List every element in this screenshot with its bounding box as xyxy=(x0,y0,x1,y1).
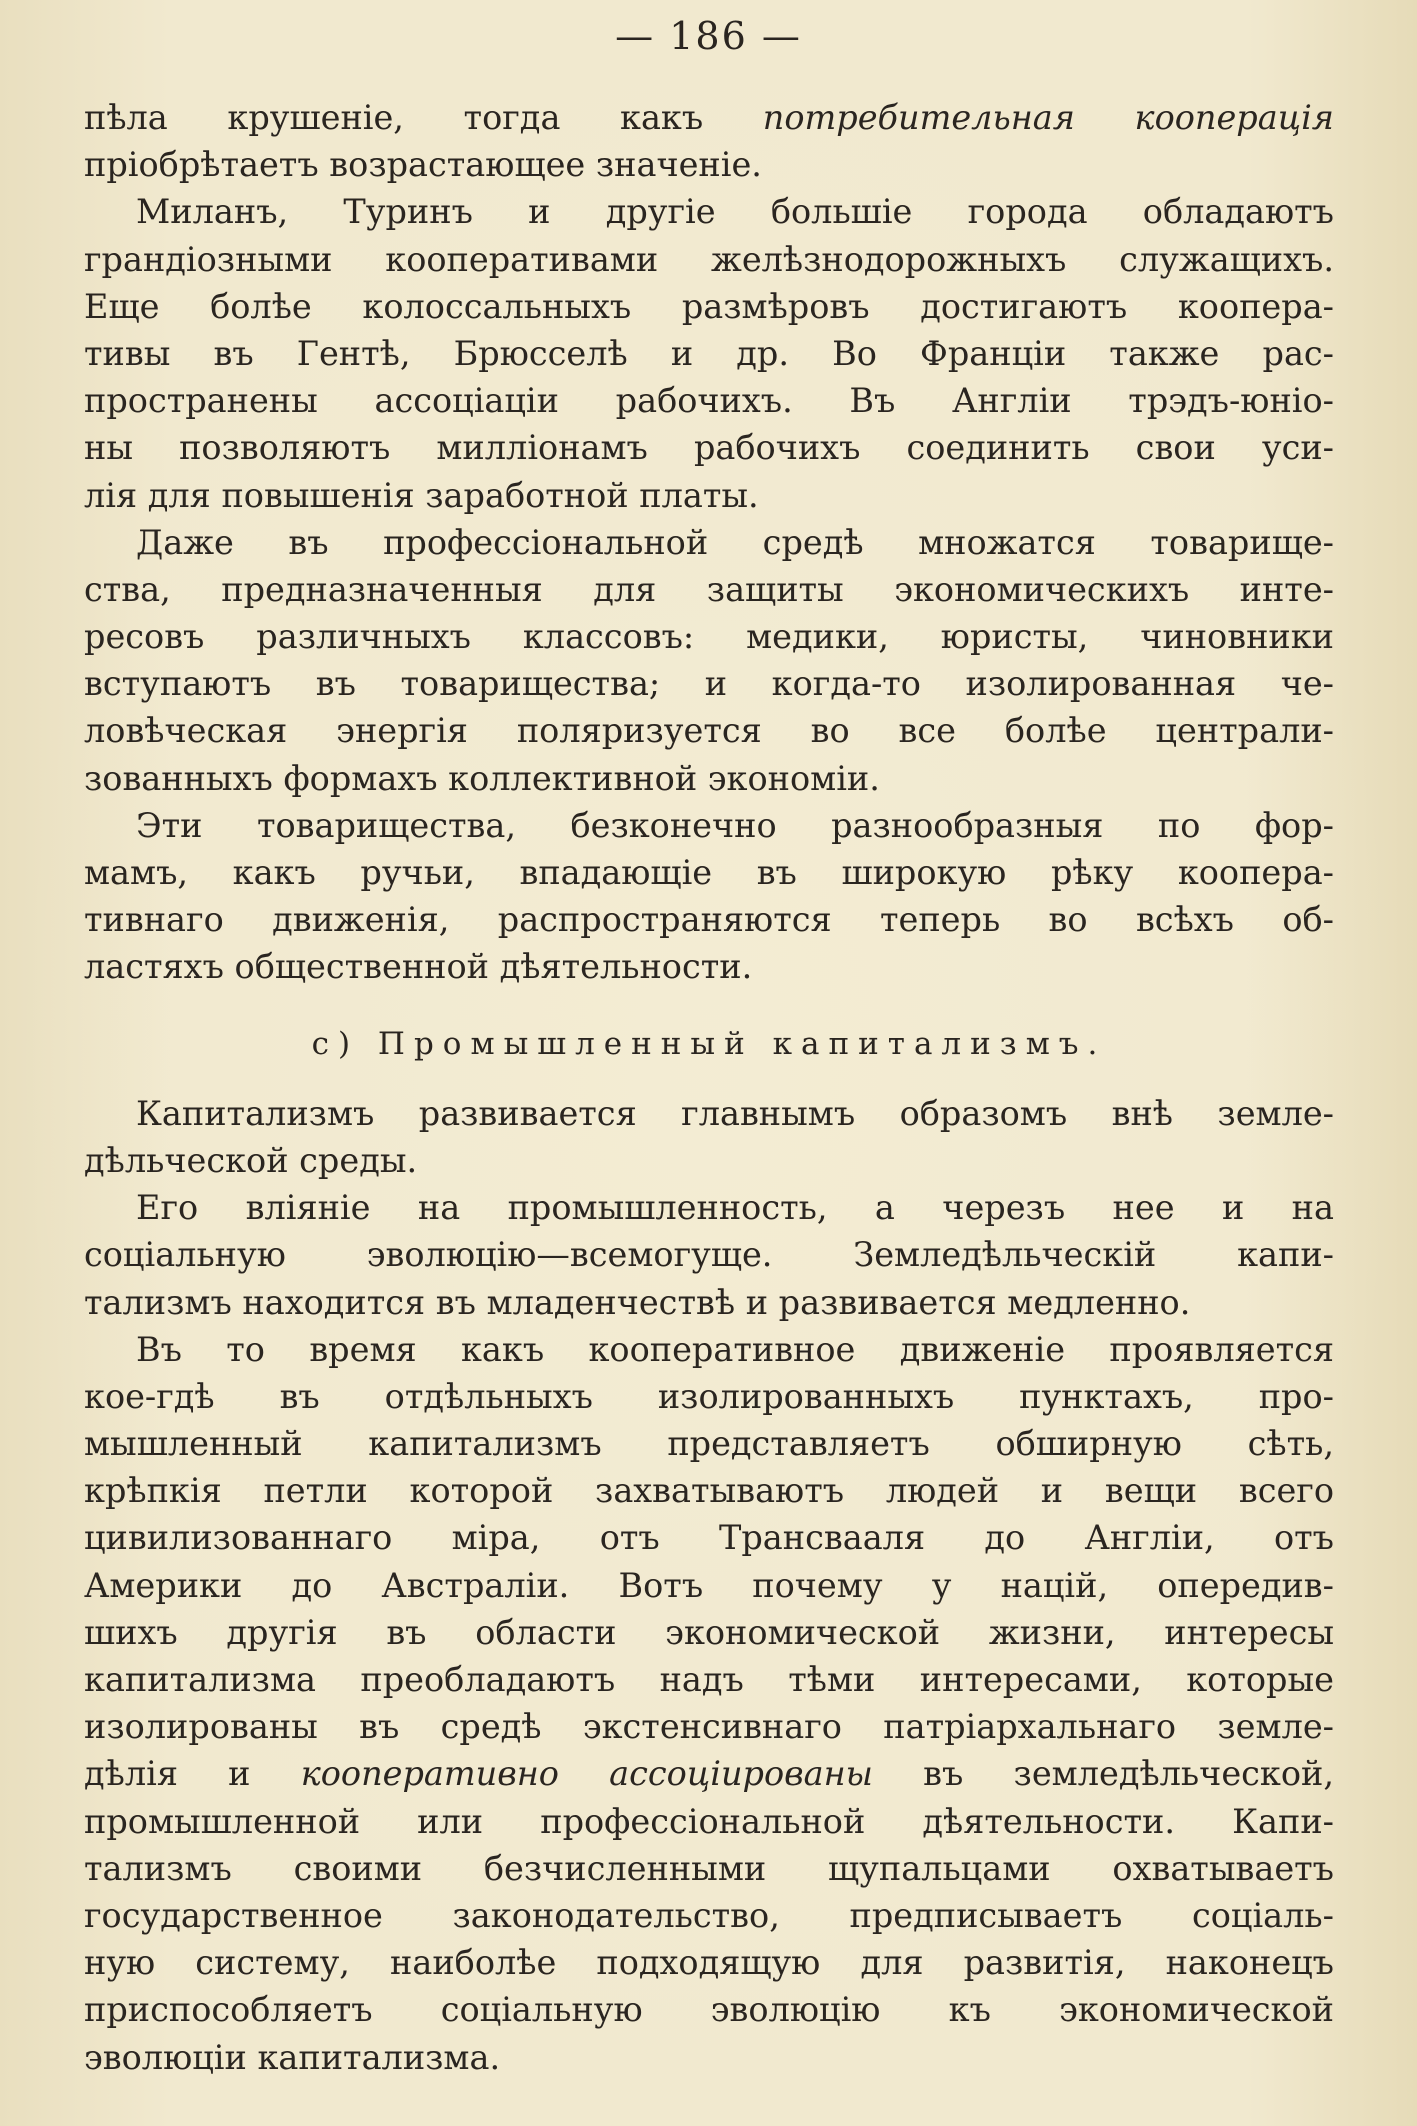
text-run: грандіозными кооперативами желѣзнодорожныхъ служащихъ. xyxy=(84,239,1334,279)
text-run: ства, предназначенныя для защиты экономическихъ инте- xyxy=(84,569,1334,609)
text-run: государственное законодательство, предписываетъ соціаль- xyxy=(84,1895,1334,1935)
text-line xyxy=(84,1798,1334,1845)
text-line xyxy=(84,330,1334,377)
text-run: капитализма преобладаютъ надъ тѣми интересами, которые xyxy=(84,1660,1334,1699)
italic-phrase: кооперативно ассоціированы xyxy=(300,1754,873,1794)
text-line xyxy=(84,1279,1334,1326)
text-line xyxy=(84,613,1334,660)
text-line xyxy=(84,283,1334,330)
text-line xyxy=(84,1514,1334,1561)
text-line xyxy=(84,1892,1334,1939)
text-run: ресовъ различныхъ классовъ: медики, юристы, чиновники xyxy=(84,617,1334,657)
paragraph xyxy=(84,1326,1334,2081)
text-run: дѣлія и xyxy=(84,1754,301,1794)
text-run: ловѣческая энергія поляризуется во все болѣе централи- xyxy=(84,711,1334,751)
text-line xyxy=(84,236,1334,283)
text-run: Америки до Австраліи. Вотъ почему у націй, опередив- xyxy=(84,1565,1334,1605)
text-run: тивнаго движенія, распространяются теперь во всѣхъ об- xyxy=(84,900,1334,940)
text-line xyxy=(84,1420,1334,1467)
text-line xyxy=(84,1656,1334,1703)
text-run: Въ то время какъ кооперативное движеніе проявляется xyxy=(136,1329,1334,1369)
text-line xyxy=(84,1986,1334,2033)
text-run: крѣпкія петли которой захватываютъ людей и вещи всего xyxy=(84,1471,1334,1511)
text-run: изолированы въ средѣ экстенсивнаго патріархальнаго земле- xyxy=(84,1707,1334,1747)
text-line xyxy=(84,1184,1334,1231)
text-line xyxy=(84,896,1334,943)
text-run: пространены ассоціаціи рабочихъ. Въ Англіи трэдъ-юніо- xyxy=(84,381,1334,421)
text-line xyxy=(84,802,1334,849)
text-run: дѣльческой среды. xyxy=(84,1140,418,1180)
text-run: Капитализмъ развивается главнымъ образомъ внѣ земле- xyxy=(136,1093,1334,1133)
text-run: Еще болѣе колоссальныхъ размѣровъ достигаютъ коопера- xyxy=(84,286,1334,326)
text-run: приспособляетъ соціальную эволюцію къ экономической xyxy=(84,1990,1334,2030)
paragraph xyxy=(84,1090,1334,1184)
text-run: пріобрѣтаетъ возрастающее значеніе. xyxy=(84,145,762,185)
text-run: тализмъ своими безчисленными щупальцами охватываетъ xyxy=(84,1848,1334,1888)
text-line xyxy=(84,1467,1334,1514)
text-body xyxy=(84,94,1334,2081)
text-run: эволюціи капитализма. xyxy=(84,2037,501,2077)
text-line xyxy=(84,1703,1334,1750)
italic-phrase: потребительная кооперація xyxy=(762,98,1334,137)
text-run: шихъ другія въ области экономической жизни, интересы xyxy=(84,1612,1334,1652)
text-line xyxy=(84,1609,1334,1656)
text-run: Даже въ профессіональной средѣ множатся товарище- xyxy=(136,522,1334,562)
text-run: промышленной или профессіональной дѣятельности. Капи- xyxy=(84,1801,1334,1841)
text-line xyxy=(84,707,1334,754)
text-run: ластяхъ общественной дѣятельности. xyxy=(84,947,753,987)
text-line xyxy=(84,472,1334,519)
text-run: пѣла крушеніе, тогда какъ xyxy=(84,98,763,137)
paragraph xyxy=(84,1184,1334,1326)
text-line xyxy=(84,566,1334,613)
text-run: цивилизованнаго міра, отъ Трансвааля до Англіи, отъ xyxy=(84,1518,1334,1558)
paragraph xyxy=(84,519,1334,802)
page-number: — 186 — xyxy=(615,14,802,58)
text-line xyxy=(84,141,1334,188)
text-line xyxy=(84,2034,1334,2081)
text-line xyxy=(84,1845,1334,1892)
text-run: зованныхъ формахъ коллективной экономіи. xyxy=(84,758,880,798)
text-line xyxy=(84,1939,1334,1986)
paragraph xyxy=(84,94,1334,188)
text-line xyxy=(84,1231,1334,1278)
text-run: Эти товарищества, безконечно разнообразныя по фор- xyxy=(136,805,1334,845)
paragraph xyxy=(84,802,1334,991)
text-line xyxy=(84,755,1334,802)
text-line xyxy=(84,1750,1334,1797)
text-run: ны позволяютъ милліонамъ рабочихъ соединить свои уси- xyxy=(84,428,1334,468)
text-run: ную систему, наиболѣе подходящую для развитія, наконецъ xyxy=(84,1943,1334,1983)
paragraph xyxy=(84,188,1334,518)
text-line xyxy=(84,943,1334,990)
text-line xyxy=(84,1326,1334,1373)
text-line xyxy=(84,660,1334,707)
text-run: Миланъ, Туринъ и другіе большіе города обладаютъ xyxy=(136,192,1334,232)
text-line xyxy=(84,424,1334,471)
text-run: кое-гдѣ въ отдѣльныхъ изолированныхъ пунктахъ, про- xyxy=(84,1376,1334,1416)
text-run: тивы въ Гентѣ, Брюсселѣ и др. Во Франціи также рас- xyxy=(84,333,1334,373)
text-line xyxy=(84,377,1334,424)
text-run: мамъ, какъ ручьи, впадающіе въ широкую рѣку коопера- xyxy=(84,853,1334,892)
text-line xyxy=(84,519,1334,566)
text-line xyxy=(84,1090,1334,1137)
text-run: мышленный капитализмъ представляетъ обширную сѣть, xyxy=(84,1424,1334,1464)
text-run: въ земледѣльческой, xyxy=(872,1754,1334,1794)
text-line xyxy=(84,1373,1334,1420)
section-heading: c) Промышленный капитализмъ. xyxy=(311,1025,1107,1062)
text-run: соціальную эволюцію—всемогуще. Земледѣльческій капи- xyxy=(84,1235,1334,1275)
text-line xyxy=(84,1137,1334,1184)
text-line xyxy=(84,188,1334,235)
text-run: лія для повышенія заработной платы. xyxy=(84,475,759,515)
text-run: Его вліяніе на промышленность, а черезъ нее и на xyxy=(136,1188,1334,1228)
text-line xyxy=(84,1562,1334,1609)
text-line xyxy=(84,94,1334,141)
text-line xyxy=(84,849,1334,896)
text-run: тализмъ находится въ младенчествѣ и развивается медленно. xyxy=(84,1282,1191,1322)
text-run: вступаютъ въ товарищества; и когда-то изолированная че- xyxy=(84,664,1334,704)
